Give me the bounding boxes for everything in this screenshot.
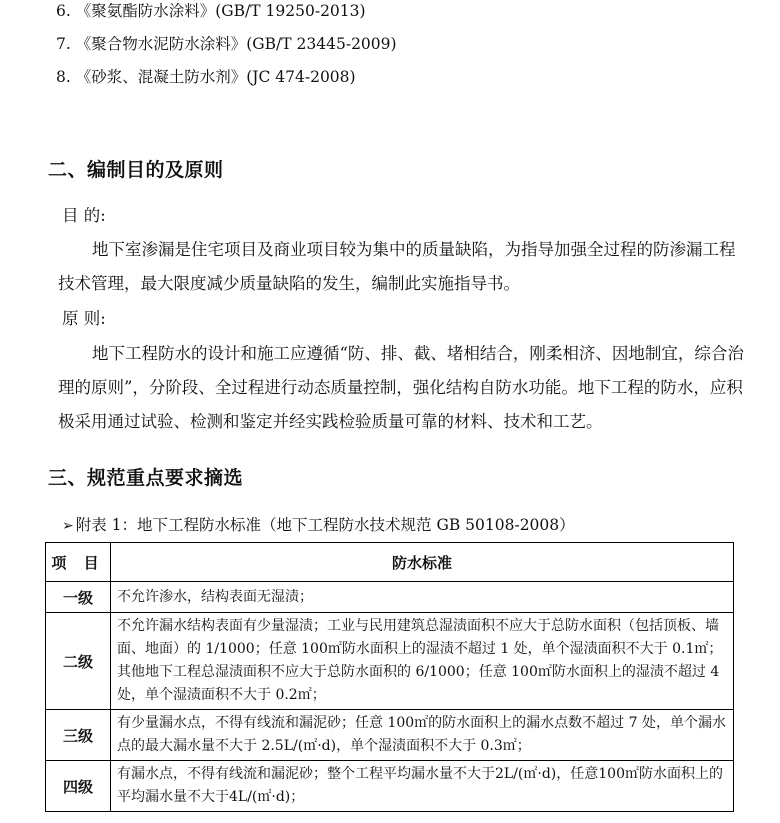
table-caption-text: 附表 1：地下工程防水标准（地下工程防水技术规范 GB 50108-2008）: [75, 516, 575, 534]
level-cell: 三级: [46, 710, 111, 761]
reference-item: 6. 《聚氨酯防水涂料》(GB/T 19250-2013): [56, 2, 366, 20]
standard-cell: 有漏水点，不得有线流和漏泥砂；整个工程平均漏水量不大于2L/(㎡·d)，任意100㎡防水面积上的平均漏水量不大于4L/(㎡·d)；: [111, 761, 734, 812]
standard-cell: 不允许渗水，结构表面无湿渍；: [111, 582, 734, 613]
arrow-bullet-icon: ➢: [62, 518, 74, 534]
header-item: 项 目: [46, 543, 111, 582]
standard-cell: 不允许漏水结构表面有少量湿渍；工业与民用建筑总湿渍面积不应大于总防水面积（包括顶板、墙面、地面）的 1/1000；任意 100㎡防水面积上的湿渍不超过 1 处，单个湿渍面积不大于 0.1㎡；其他地下工程总湿渍面积不应大于总防水面积的 6/1000；任意 100㎡防水面积上的湿渍不超过 4 处，单个湿渍面积不大于 0.2㎡；: [111, 613, 734, 710]
table-row: [46, 582, 734, 613]
section-heading-specs: 三、规范重点要求摘选: [48, 467, 244, 489]
table-header-row: [46, 543, 734, 582]
table-row: [46, 710, 734, 761]
table-row: [46, 761, 734, 812]
purpose-label: 目 的:: [62, 206, 106, 225]
section-heading-purpose: 二、编制目的及原则: [48, 159, 224, 181]
reference-item: 8. 《砂浆、混凝土防水剂》(JC 474-2008): [56, 68, 356, 86]
level-cell: 四级: [46, 761, 111, 812]
level-cell: 二级: [46, 613, 111, 710]
header-standard: 防水标准: [111, 543, 734, 582]
standard-cell: 有少量漏水点，不得有线流和漏泥砂；任意 100㎡的防水面积上的漏水点数不超过 7 处，单个漏水点的最大漏水量不大于 2.5L/(㎡·d)，单个湿渍面积不大于 0.3㎡；: [111, 710, 734, 761]
level-cell: 一级: [46, 582, 111, 613]
principle-paragraph: 地下工程防水的设计和施工应遵循“防、排、截、堵相结合，刚柔相济、因地制宜，综合治理的原则”，分阶段、全过程进行动态质量控制，强化结构自防水功能。地下工程的防水，应积极采用通过试验、检测和鉴定并经实践检验质量可靠的材料、技术和工艺。: [58, 344, 744, 431]
purpose-paragraph: 地下室渗漏是住宅项目及商业项目较为集中的质量缺陷，为指导加强全过程的防渗漏工程技术管理，最大限度减少质量缺陷的发生，编制此实施指导书。: [58, 240, 736, 293]
reference-item: 7. 《聚合物水泥防水涂料》(GB/T 23445-2009): [56, 35, 397, 53]
table-caption: [62, 512, 575, 539]
reference-list: [56, 0, 397, 97]
principle-label: 原 则:: [62, 309, 106, 328]
waterproof-standard-table: [45, 542, 734, 812]
table-row: [46, 613, 734, 710]
